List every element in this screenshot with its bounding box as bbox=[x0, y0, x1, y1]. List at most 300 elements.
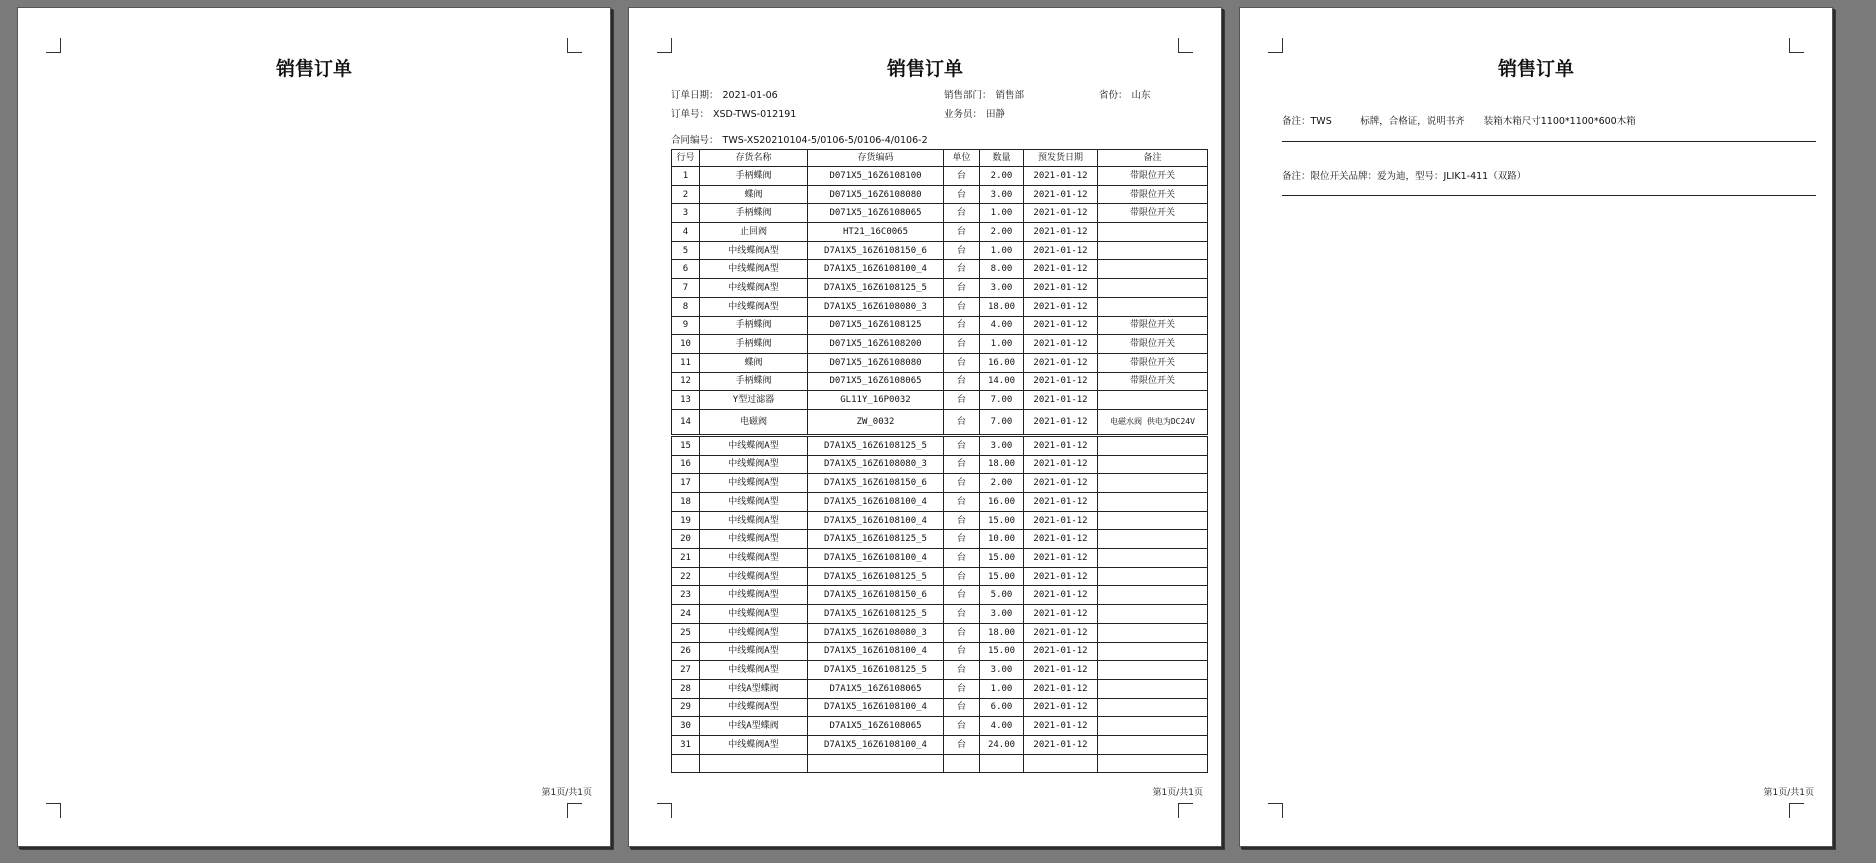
table-cell: D7A1X5_16Z6108080_3 bbox=[808, 297, 944, 316]
province-label: 省份： bbox=[1099, 90, 1128, 101]
table-cell: 1.00 bbox=[980, 679, 1024, 698]
table-cell: 台 bbox=[944, 297, 980, 316]
table-cell: D071X5_16Z6108100 bbox=[808, 167, 944, 186]
table-cell: 16 bbox=[672, 455, 700, 474]
table-cell: D071X5_16Z6108080 bbox=[808, 353, 944, 372]
document-page-1 bbox=[17, 7, 611, 847]
table-cell: 8 bbox=[672, 297, 700, 316]
table-row bbox=[672, 530, 1208, 549]
table-cell: 台 bbox=[944, 511, 980, 530]
table-cell: 蝶阀 bbox=[700, 353, 808, 372]
table-cell: 2.00 bbox=[980, 474, 1024, 493]
table-cell: 2.00 bbox=[980, 167, 1024, 186]
table-cell: 蝶阀 bbox=[700, 185, 808, 204]
table-cell: 6.00 bbox=[980, 698, 1024, 717]
table-cell: 3.00 bbox=[980, 435, 1024, 455]
table-cell: 10 bbox=[672, 335, 700, 354]
table-cell bbox=[1098, 586, 1208, 605]
table-row bbox=[672, 698, 1208, 717]
table-cell: D7A1X5_16Z6108125_5 bbox=[808, 661, 944, 680]
table-row bbox=[672, 279, 1208, 298]
table-cell: GL11Y_16P0032 bbox=[808, 391, 944, 410]
table-cell: HT21_16C0065 bbox=[808, 223, 944, 242]
table-cell: 电磁水阀 供电为DC24V bbox=[1098, 409, 1208, 435]
table-cell bbox=[1098, 642, 1208, 661]
table-cell: 17 bbox=[672, 474, 700, 493]
table-cell: D7A1X5_16Z6108125_5 bbox=[808, 279, 944, 298]
table-cell: D7A1X5_16Z6108125_5 bbox=[808, 435, 944, 455]
table-cell: 台 bbox=[944, 455, 980, 474]
table-cell: 19 bbox=[672, 511, 700, 530]
table-row bbox=[672, 167, 1208, 186]
table-row bbox=[672, 567, 1208, 586]
table-cell: 2021-01-12 bbox=[1024, 297, 1098, 316]
salesman-label: 业务员： bbox=[944, 109, 983, 120]
table-cell: 2021-01-12 bbox=[1024, 474, 1098, 493]
table-row bbox=[672, 185, 1208, 204]
table-cell: 2021-01-12 bbox=[1024, 455, 1098, 474]
table-row bbox=[672, 623, 1208, 642]
order-no-field bbox=[671, 106, 796, 120]
table-cell: 中线蝶阀A型 bbox=[700, 642, 808, 661]
table-cell: 台 bbox=[944, 241, 980, 260]
table-row bbox=[672, 297, 1208, 316]
table-cell: 台 bbox=[944, 204, 980, 223]
crop-mark bbox=[46, 803, 61, 818]
table-cell: 2021-01-12 bbox=[1024, 623, 1098, 642]
table-row bbox=[672, 717, 1208, 736]
table-cell bbox=[1098, 260, 1208, 279]
table-cell: 台 bbox=[944, 549, 980, 568]
table-cell bbox=[1098, 549, 1208, 568]
table-cell: D7A1X5_16Z6108065 bbox=[808, 679, 944, 698]
table-cell: D7A1X5_16Z6108100_4 bbox=[808, 735, 944, 754]
table-cell: 中线蝶阀A型 bbox=[700, 455, 808, 474]
table-cell: 5.00 bbox=[980, 586, 1024, 605]
table-cell bbox=[1098, 735, 1208, 754]
table-cell: 2021-01-12 bbox=[1024, 435, 1098, 455]
table-cell bbox=[944, 754, 980, 773]
table-cell: 2021-01-12 bbox=[1024, 409, 1098, 435]
table-cell: 中线蝶阀A型 bbox=[700, 530, 808, 549]
table-cell: 电磁阀 bbox=[700, 409, 808, 435]
table-cell: 手柄蝶阀 bbox=[700, 316, 808, 335]
table-cell: 20 bbox=[672, 530, 700, 549]
table-cell: 台 bbox=[944, 474, 980, 493]
table-cell: 台 bbox=[944, 335, 980, 354]
order-date-field bbox=[671, 87, 778, 101]
table-cell: 4 bbox=[672, 223, 700, 242]
table-cell: 中线蝶阀A型 bbox=[700, 435, 808, 455]
table-cell: 24.00 bbox=[980, 735, 1024, 754]
page-number: 第1页/共1页 bbox=[541, 788, 592, 798]
table-cell: D7A1X5_16Z6108100_4 bbox=[808, 698, 944, 717]
table-cell: 7 bbox=[672, 279, 700, 298]
table-cell bbox=[1098, 605, 1208, 624]
table-cell: 16.00 bbox=[980, 493, 1024, 512]
table-cell: 台 bbox=[944, 698, 980, 717]
table-cell: 2021-01-12 bbox=[1024, 316, 1098, 335]
table-cell bbox=[700, 754, 808, 773]
table-cell bbox=[1098, 279, 1208, 298]
table-cell: 2021-01-12 bbox=[1024, 223, 1098, 242]
table-cell: 2021-01-12 bbox=[1024, 605, 1098, 624]
table-cell: 2021-01-12 bbox=[1024, 279, 1098, 298]
table-row bbox=[672, 435, 1208, 455]
table-cell: D7A1X5_16Z6108080_3 bbox=[808, 623, 944, 642]
table-cell bbox=[1098, 391, 1208, 410]
table-cell: 手柄蝶阀 bbox=[700, 372, 808, 391]
table-cell: 中线蝶阀A型 bbox=[700, 493, 808, 512]
table-cell: 10.00 bbox=[980, 530, 1024, 549]
column-header: 单位 bbox=[944, 150, 980, 167]
table-cell: D071X5_16Z6108125 bbox=[808, 316, 944, 335]
table-cell: 11 bbox=[672, 353, 700, 372]
table-cell: 台 bbox=[944, 586, 980, 605]
table-cell bbox=[1098, 493, 1208, 512]
table-cell: 2021-01-12 bbox=[1024, 661, 1098, 680]
table-cell: 21 bbox=[672, 549, 700, 568]
page-number: 第1页/共1页 bbox=[1152, 788, 1203, 798]
table-cell: 中线蝶阀A型 bbox=[700, 567, 808, 586]
table-cell: 14 bbox=[672, 409, 700, 435]
table-cell: 台 bbox=[944, 623, 980, 642]
table-cell: 7.00 bbox=[980, 409, 1024, 435]
table-cell: 台 bbox=[944, 185, 980, 204]
table-cell: 2021-01-12 bbox=[1024, 493, 1098, 512]
table-cell: 台 bbox=[944, 409, 980, 435]
table-cell: 1.00 bbox=[980, 241, 1024, 260]
table-cell: 2021-01-12 bbox=[1024, 586, 1098, 605]
note-limit-switch: 备注：限位开关品牌：爱为迪，型号：JLIK1-411（双路） bbox=[1282, 171, 1527, 182]
table-cell: 2.00 bbox=[980, 223, 1024, 242]
table-cell: 8.00 bbox=[980, 260, 1024, 279]
table-cell: 14.00 bbox=[980, 372, 1024, 391]
table-cell: 3 bbox=[672, 204, 700, 223]
table-row bbox=[672, 260, 1208, 279]
table-cell bbox=[1098, 511, 1208, 530]
table-cell: 18.00 bbox=[980, 455, 1024, 474]
crop-mark bbox=[1268, 803, 1283, 818]
table-cell: 4.00 bbox=[980, 717, 1024, 736]
order-date-label: 订单日期： bbox=[671, 90, 719, 101]
table-cell: D071X5_16Z6108065 bbox=[808, 372, 944, 391]
page-title: 销售订单 bbox=[275, 58, 352, 80]
salesman-field bbox=[944, 106, 1005, 120]
table-cell: 中线蝶阀A型 bbox=[700, 623, 808, 642]
column-header: 备注 bbox=[1098, 150, 1208, 167]
table-cell: 台 bbox=[944, 735, 980, 754]
table-cell: D7A1X5_16Z6108065 bbox=[808, 717, 944, 736]
table-row-empty bbox=[672, 754, 1208, 773]
table-cell bbox=[1098, 661, 1208, 680]
table-cell: 台 bbox=[944, 435, 980, 455]
table-row bbox=[672, 679, 1208, 698]
table-row bbox=[672, 642, 1208, 661]
table-cell: 中线蝶阀A型 bbox=[700, 297, 808, 316]
table-cell bbox=[1098, 297, 1208, 316]
contract-field bbox=[671, 132, 928, 146]
crop-mark bbox=[46, 38, 61, 53]
table-cell: 台 bbox=[944, 372, 980, 391]
table-cell: 15 bbox=[672, 435, 700, 455]
table-cell: 2021-01-12 bbox=[1024, 185, 1098, 204]
table-cell: 带限位开关 bbox=[1098, 167, 1208, 186]
table-cell: 29 bbox=[672, 698, 700, 717]
table-cell: 30 bbox=[672, 717, 700, 736]
table-cell: 2021-01-12 bbox=[1024, 204, 1098, 223]
table-cell: 2021-01-12 bbox=[1024, 698, 1098, 717]
column-header: 存货编码 bbox=[808, 150, 944, 167]
table-row bbox=[672, 316, 1208, 335]
table-cell: 18 bbox=[672, 493, 700, 512]
table-cell: D7A1X5_16Z6108125_5 bbox=[808, 530, 944, 549]
table-cell: 4.00 bbox=[980, 316, 1024, 335]
table-cell: 2021-01-12 bbox=[1024, 335, 1098, 354]
table-row bbox=[672, 353, 1208, 372]
table-row bbox=[672, 204, 1208, 223]
table-cell: 2021-01-12 bbox=[1024, 717, 1098, 736]
table-cell bbox=[1024, 754, 1098, 773]
table-cell: 15.00 bbox=[980, 549, 1024, 568]
table-row bbox=[672, 511, 1208, 530]
table-row bbox=[672, 735, 1208, 754]
table-cell: 15.00 bbox=[980, 511, 1024, 530]
table-cell bbox=[1098, 455, 1208, 474]
crop-mark bbox=[1789, 38, 1804, 53]
table-cell: D7A1X5_16Z6108125_5 bbox=[808, 567, 944, 586]
table-cell: 18.00 bbox=[980, 623, 1024, 642]
table-cell bbox=[1098, 567, 1208, 586]
table-cell: 9 bbox=[672, 316, 700, 335]
table-cell: 1 bbox=[672, 167, 700, 186]
column-header: 存货名称 bbox=[700, 150, 808, 167]
crop-mark bbox=[1178, 803, 1193, 818]
table-row bbox=[672, 241, 1208, 260]
contract-label: 合同编号： bbox=[671, 135, 719, 146]
table-cell: 台 bbox=[944, 167, 980, 186]
table-cell bbox=[1098, 241, 1208, 260]
table-cell bbox=[1098, 623, 1208, 642]
table-cell bbox=[1098, 717, 1208, 736]
table-cell bbox=[1098, 435, 1208, 455]
table-cell: 23 bbox=[672, 586, 700, 605]
table-cell: 台 bbox=[944, 223, 980, 242]
table-cell: 台 bbox=[944, 353, 980, 372]
crop-mark bbox=[1789, 803, 1804, 818]
table-cell bbox=[808, 754, 944, 773]
table-cell: D7A1X5_16Z6108150_6 bbox=[808, 474, 944, 493]
table-cell: 2021-01-12 bbox=[1024, 167, 1098, 186]
table-cell: D7A1X5_16Z6108150_6 bbox=[808, 241, 944, 260]
crop-mark bbox=[657, 38, 672, 53]
table-cell bbox=[1098, 754, 1208, 773]
table-cell bbox=[672, 754, 700, 773]
table-cell: 中线蝶阀A型 bbox=[700, 549, 808, 568]
table-row bbox=[672, 223, 1208, 242]
crop-mark bbox=[567, 803, 582, 818]
table-cell: 中线蝶阀A型 bbox=[700, 661, 808, 680]
table-cell: D7A1X5_16Z6108100_4 bbox=[808, 511, 944, 530]
column-header: 数量 bbox=[980, 150, 1024, 167]
table-cell: 手柄蝶阀 bbox=[700, 335, 808, 354]
table-cell: 手柄蝶阀 bbox=[700, 167, 808, 186]
table-cell: D071X5_16Z6108200 bbox=[808, 335, 944, 354]
table-cell: 2021-01-12 bbox=[1024, 372, 1098, 391]
table-cell: 中线蝶阀A型 bbox=[700, 474, 808, 493]
document-page-3 bbox=[1239, 7, 1833, 847]
table-row bbox=[672, 335, 1208, 354]
table-cell: 2021-01-12 bbox=[1024, 735, 1098, 754]
table-cell: 中线蝶阀A型 bbox=[700, 586, 808, 605]
table-cell: 31 bbox=[672, 735, 700, 754]
divider bbox=[1282, 141, 1816, 142]
table-cell: 台 bbox=[944, 316, 980, 335]
table-cell: 15.00 bbox=[980, 642, 1024, 661]
table-cell: D7A1X5_16Z6108100_4 bbox=[808, 260, 944, 279]
table-cell: 带限位开关 bbox=[1098, 353, 1208, 372]
table-cell: 2021-01-12 bbox=[1024, 549, 1098, 568]
table-cell: D7A1X5_16Z6108150_6 bbox=[808, 586, 944, 605]
table-cell: 3.00 bbox=[980, 605, 1024, 624]
table-cell: 2021-01-12 bbox=[1024, 353, 1098, 372]
table-cell: 中线蝶阀A型 bbox=[700, 735, 808, 754]
table-cell: 3.00 bbox=[980, 279, 1024, 298]
table-cell: 1.00 bbox=[980, 204, 1024, 223]
table-row bbox=[672, 455, 1208, 474]
table-cell: 2021-01-12 bbox=[1024, 642, 1098, 661]
table-cell: 台 bbox=[944, 661, 980, 680]
table-cell: D071X5_16Z6108065 bbox=[808, 204, 944, 223]
table-cell: 18.00 bbox=[980, 297, 1024, 316]
dept-label: 销售部门： bbox=[944, 90, 992, 101]
table-cell: 带限位开关 bbox=[1098, 372, 1208, 391]
table-cell: 台 bbox=[944, 642, 980, 661]
order-table bbox=[671, 149, 1208, 773]
table-row bbox=[672, 474, 1208, 493]
table-cell bbox=[1098, 530, 1208, 549]
table-row bbox=[672, 372, 1208, 391]
table-cell: 2 bbox=[672, 185, 700, 204]
crop-mark bbox=[1268, 38, 1283, 53]
table-cell: 手柄蝶阀 bbox=[700, 204, 808, 223]
order-date-value: 2021-01-06 bbox=[722, 90, 778, 101]
table-cell: 止回阀 bbox=[700, 223, 808, 242]
table-cell: 中线蝶阀A型 bbox=[700, 279, 808, 298]
table-row bbox=[672, 549, 1208, 568]
table-cell: 13 bbox=[672, 391, 700, 410]
table-cell: 中线蝶阀A型 bbox=[700, 511, 808, 530]
column-header: 行号 bbox=[672, 150, 700, 167]
table-cell: 台 bbox=[944, 391, 980, 410]
table-cell: 中线A型蝶阀 bbox=[700, 717, 808, 736]
table-cell: D071X5_16Z6108080 bbox=[808, 185, 944, 204]
table-cell: 台 bbox=[944, 567, 980, 586]
table-cell: 台 bbox=[944, 530, 980, 549]
salesman-value: 田静 bbox=[986, 109, 1006, 120]
table-row bbox=[672, 391, 1208, 410]
province-value: 山东 bbox=[1131, 90, 1151, 101]
table-cell: 2021-01-12 bbox=[1024, 679, 1098, 698]
table-cell: 3.00 bbox=[980, 661, 1024, 680]
table-row bbox=[672, 605, 1208, 624]
table-row bbox=[672, 586, 1208, 605]
table-cell: 中线蝶阀A型 bbox=[700, 605, 808, 624]
table-cell: 中线A型蝶阀 bbox=[700, 679, 808, 698]
contract-value: TWS-XS20210104-5/0106-5/0106-4/0106-2 bbox=[722, 135, 928, 146]
table-cell: 台 bbox=[944, 605, 980, 624]
table-cell: 28 bbox=[672, 679, 700, 698]
dept-value: 销售部 bbox=[995, 90, 1025, 101]
table-cell: 2021-01-12 bbox=[1024, 567, 1098, 586]
table-cell: ZW_0032 bbox=[808, 409, 944, 435]
page-title: 销售订单 bbox=[886, 58, 963, 80]
table-cell: 2021-01-12 bbox=[1024, 391, 1098, 410]
table-cell: 2021-01-12 bbox=[1024, 511, 1098, 530]
table-row bbox=[672, 409, 1208, 435]
order-no-value: XSD-TWS-012191 bbox=[713, 109, 797, 120]
dept-field bbox=[944, 87, 1024, 101]
table-cell: D7A1X5_16Z6108100_4 bbox=[808, 642, 944, 661]
table-cell: Y型过滤器 bbox=[700, 391, 808, 410]
order-no-label: 订单号： bbox=[671, 109, 710, 120]
table-cell: 台 bbox=[944, 679, 980, 698]
table-cell bbox=[1098, 698, 1208, 717]
table-cell: 中线蝶阀A型 bbox=[700, 698, 808, 717]
table-cell: D7A1X5_16Z6108080_3 bbox=[808, 455, 944, 474]
table-cell: 2021-01-12 bbox=[1024, 241, 1098, 260]
table-cell bbox=[1098, 679, 1208, 698]
table-cell: D7A1X5_16Z6108100_4 bbox=[808, 549, 944, 568]
table-cell: 12 bbox=[672, 372, 700, 391]
document-page-2 bbox=[628, 7, 1222, 847]
note-packaging: 备注：TWS 标牌，合格证，说明书齐 装箱木箱尺寸1100*1100*600木箱 bbox=[1282, 116, 1636, 127]
table-cell: 25 bbox=[672, 623, 700, 642]
column-header: 预发货日期 bbox=[1024, 150, 1098, 167]
table-cell bbox=[1098, 474, 1208, 493]
table-row bbox=[672, 493, 1208, 512]
table-row bbox=[672, 661, 1208, 680]
province-field bbox=[1099, 87, 1151, 101]
table-cell: 7.00 bbox=[980, 391, 1024, 410]
table-cell: 1.00 bbox=[980, 335, 1024, 354]
table-cell: 5 bbox=[672, 241, 700, 260]
table-cell: D7A1X5_16Z6108125_5 bbox=[808, 605, 944, 624]
table-cell bbox=[980, 754, 1024, 773]
table-cell: 22 bbox=[672, 567, 700, 586]
table-cell: 带限位开关 bbox=[1098, 185, 1208, 204]
table-header-row bbox=[672, 150, 1208, 167]
table-cell: 带限位开关 bbox=[1098, 204, 1208, 223]
table-cell: 台 bbox=[944, 717, 980, 736]
table-cell: 3.00 bbox=[980, 185, 1024, 204]
crop-mark bbox=[657, 803, 672, 818]
table-cell: 6 bbox=[672, 260, 700, 279]
table-cell: 27 bbox=[672, 661, 700, 680]
table-cell: 15.00 bbox=[980, 567, 1024, 586]
page-number: 第1页/共1页 bbox=[1763, 788, 1814, 798]
crop-mark bbox=[1178, 38, 1193, 53]
table-cell: 24 bbox=[672, 605, 700, 624]
table-cell: 台 bbox=[944, 260, 980, 279]
table-cell: 带限位开关 bbox=[1098, 335, 1208, 354]
table-cell: 中线蝶阀A型 bbox=[700, 260, 808, 279]
page-title: 销售订单 bbox=[1497, 58, 1574, 80]
table-cell: 台 bbox=[944, 493, 980, 512]
table-cell: 2021-01-12 bbox=[1024, 530, 1098, 549]
divider bbox=[1282, 195, 1816, 196]
table-cell: 2021-01-12 bbox=[1024, 260, 1098, 279]
